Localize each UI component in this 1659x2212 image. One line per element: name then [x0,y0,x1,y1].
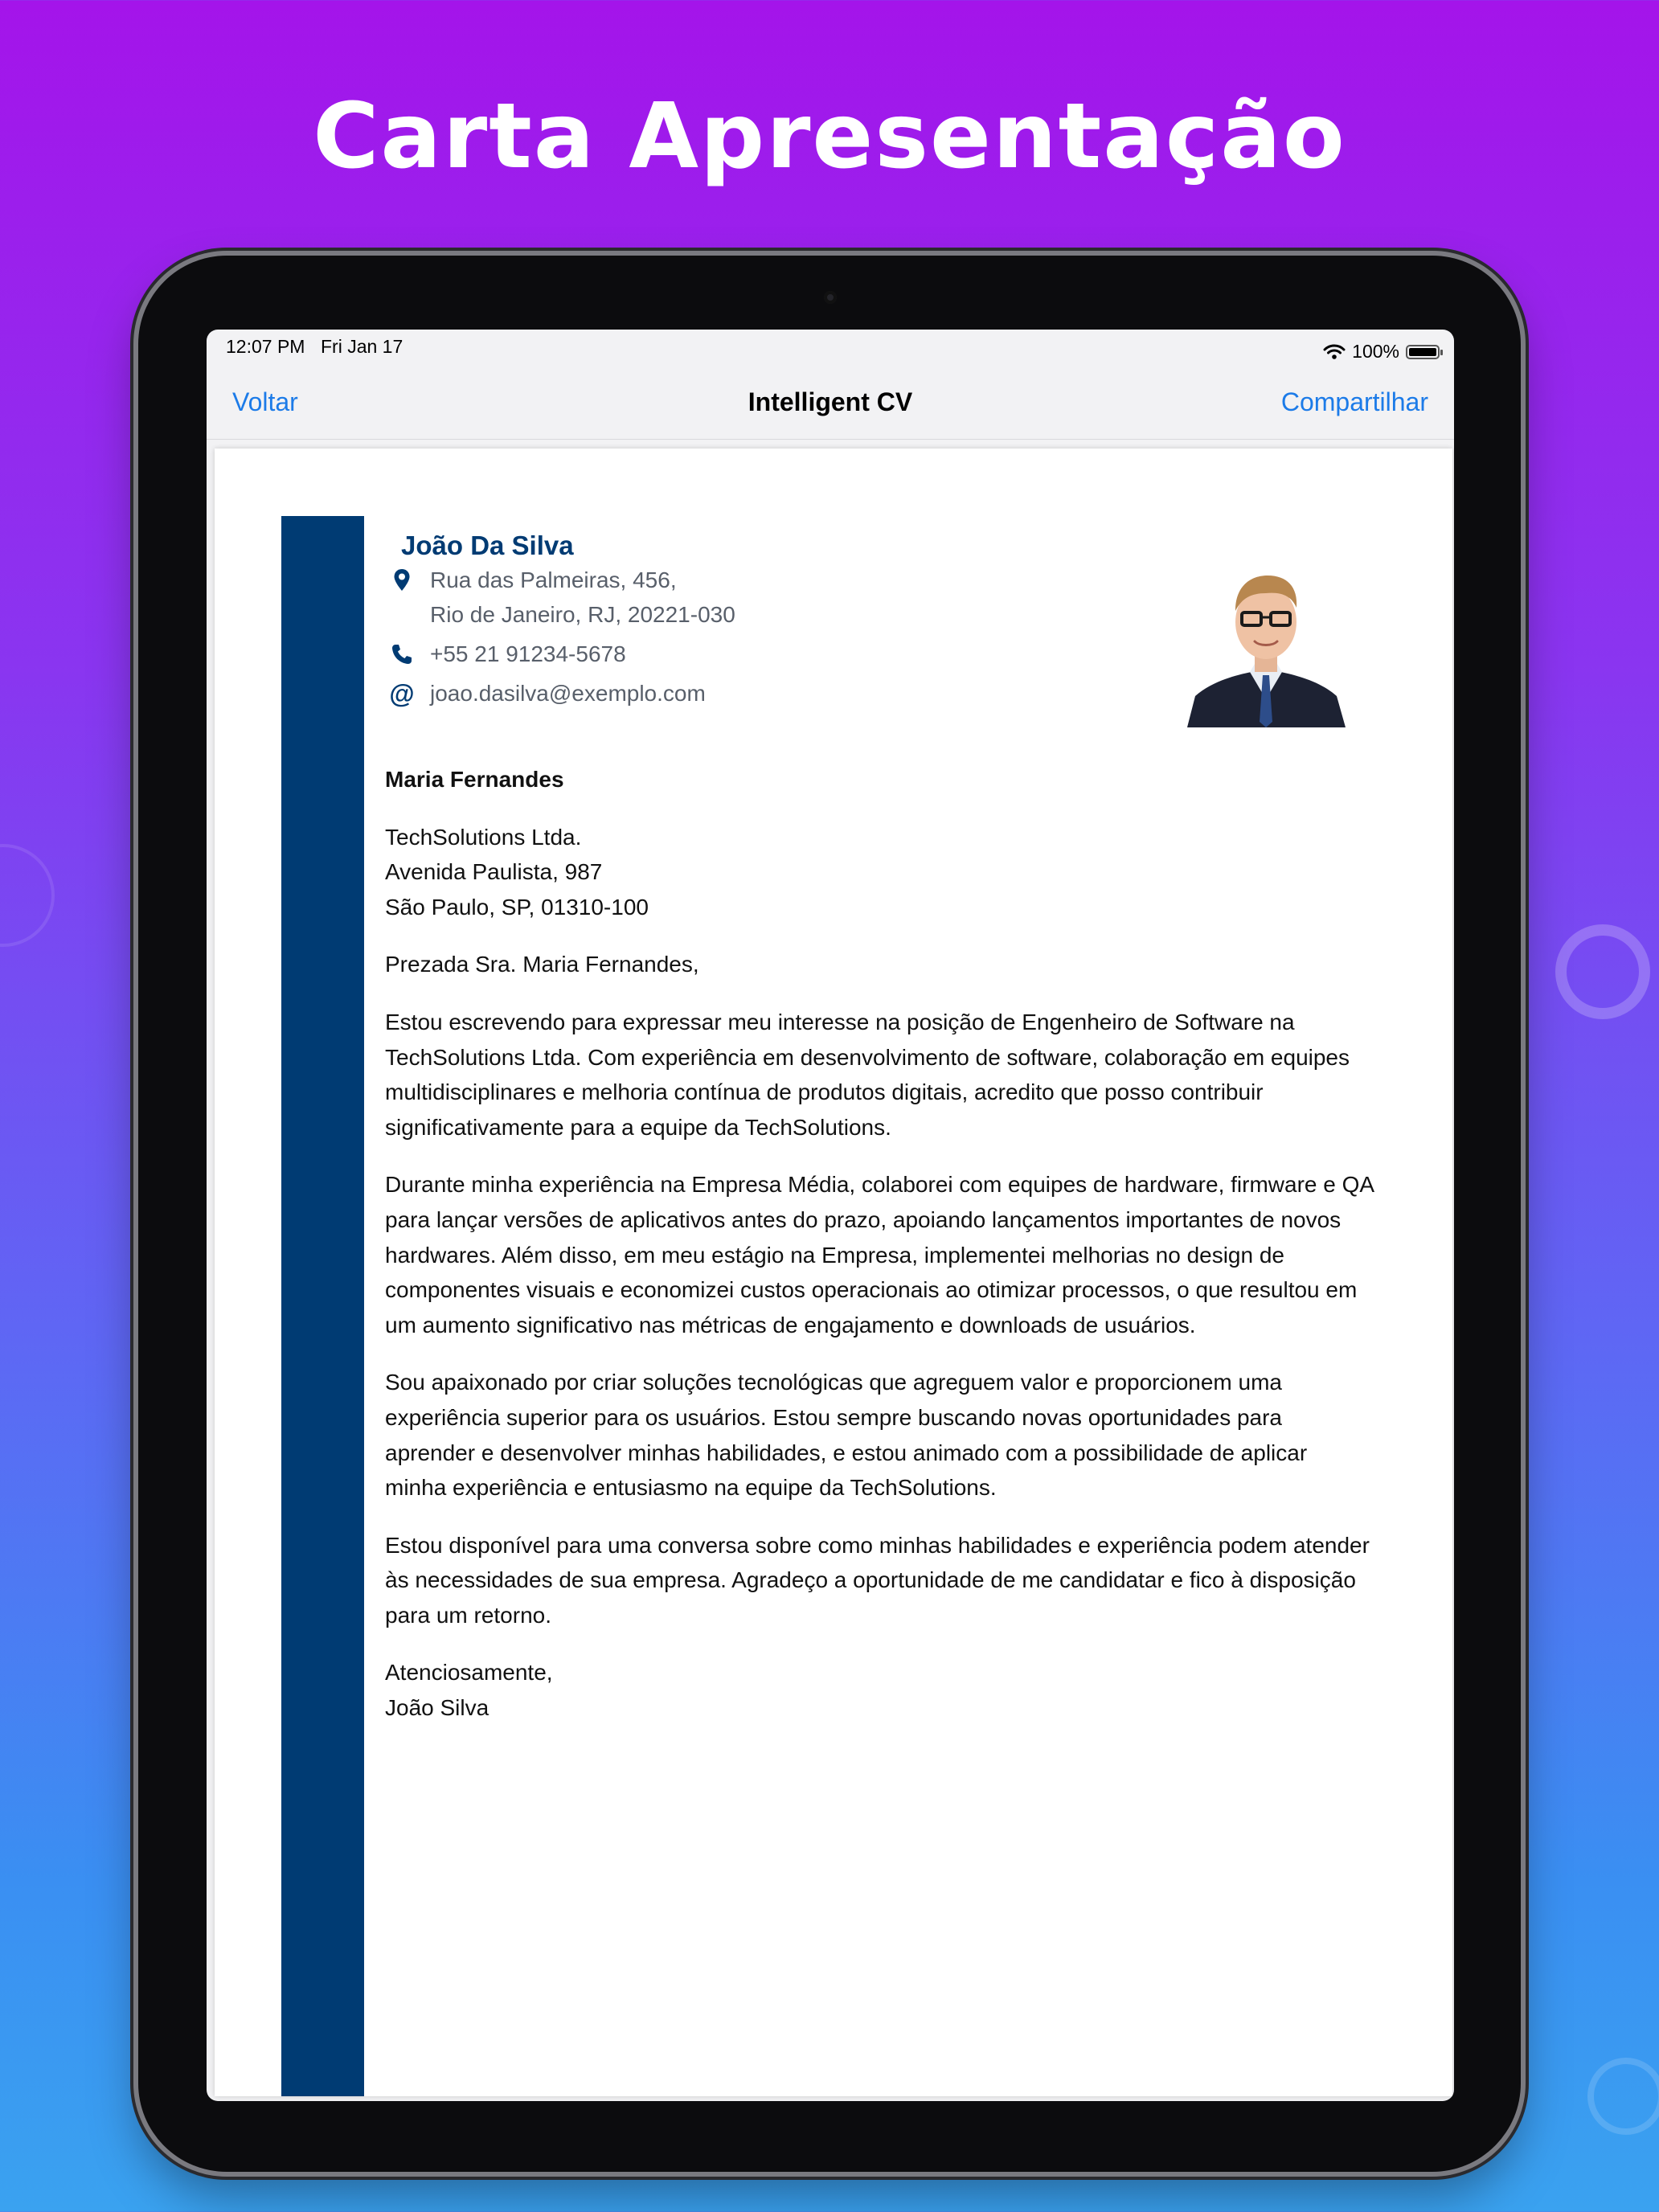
sender-address-line1: Rua das Palmeiras, 456, [430,567,677,592]
letter-paragraph: Durante minha experiência na Empresa Média, colaborei com equipes de hardware, firmware e QA para lançar versões de aplicativos antes do prazo, apoiando lançamentos importantes de novos hardwares. Além disso, em meu estágio na Empresa, implementei melhorias no design de componentes visuais e economizei custos operacionais ao otimizar processos, o que resultou em um aumento significativo nas métricas de engajamento e downloads de usuários. [385,1172,1374,1337]
back-button[interactable]: Voltar [232,387,298,416]
contact-phone [389,641,952,671]
letter-paragraph: Estou escrevendo para expressar meu interesse na posição de Engenheiro de Software na TechSolutions Ltda. Com experiência em desenvolvimento de software, colaboração em equipes multidisciplinares e melhoria contínua de produtos digitais, acredito que posso contribuir significativamente para a equipe da TechSolutions. [385,1009,1350,1140]
promo-title: Carta Apresentação [313,84,1346,189]
recipient-company: TechSolutions Ltda. [385,824,582,850]
background-ring-decoration [0,844,55,947]
letter-closing: Atenciosamente, [385,1660,553,1686]
tablet-screen [207,330,1454,2101]
contact-address [389,567,952,632]
letter-body [385,762,1374,1748]
phone-icon [389,641,415,667]
recipient-name: Maria Fernandes [385,767,564,792]
recipient-city: São Paulo, SP, 01310-100 [385,894,649,920]
accent-sidebar-stripe [281,516,364,2096]
share-button[interactable]: Compartilhar [1280,387,1428,416]
letter-paragraph: Estou disponível para uma conversa sobre como minhas habilidades e experiência podem atender às necessidades de sua empresa. Agradeço a oportunidade de me candidatar e fico à disposição para um retorno. [385,1532,1370,1628]
battery-icon [1406,345,1440,359]
contact-email [389,681,952,711]
status-date: Fri Jan 17 [321,336,403,357]
letter-paragraph: Sou apaixonado por criar soluções tecnológicas que agreguem valor e proporcionem uma experiência superior para os usuários. Estou sempre buscando novas oportunidades para aprender e desenvolver minhas habilidades, e estou animado com a possibilidade de aplicar minha experiência e entusiasmo na equipe da TechSolutions. [385,1370,1308,1501]
sender-email: joao.dasilva@exemplo.com [430,681,706,706]
status-bar [207,330,1454,365]
letter-signature: João Silva [385,1695,490,1721]
background-ring-decoration [1555,924,1650,1019]
sender-address-line2: Rio de Janeiro, RJ, 20221-030 [430,602,735,627]
recipient-address [385,820,1374,925]
status-time: 12:07 PM [226,336,305,357]
location-pin-icon [389,567,415,593]
wifi-icon [1323,344,1346,360]
battery-percent: 100% [1352,341,1399,362]
sender-name: João Da Silva [401,530,574,560]
letter-greeting: Prezada Sra. Maria Fernandes, [385,952,699,977]
nav-title: Intelligent CV [748,387,913,416]
cover-letter-document[interactable] [215,449,1452,2096]
profile-photo [1179,561,1354,727]
status-indicators [1323,341,1440,363]
at-icon: @ [389,679,415,708]
background-ring-decoration [1587,2058,1659,2135]
letter-signoff [385,1655,1374,1725]
recipient-street: Avenida Paulista, 987 [385,859,603,885]
tablet-device-frame [138,256,1521,2172]
front-camera [824,291,837,304]
sender-contact-block [389,567,952,720]
sender-phone: +55 21 91234-5678 [430,641,626,666]
navigation-bar [207,365,1454,440]
